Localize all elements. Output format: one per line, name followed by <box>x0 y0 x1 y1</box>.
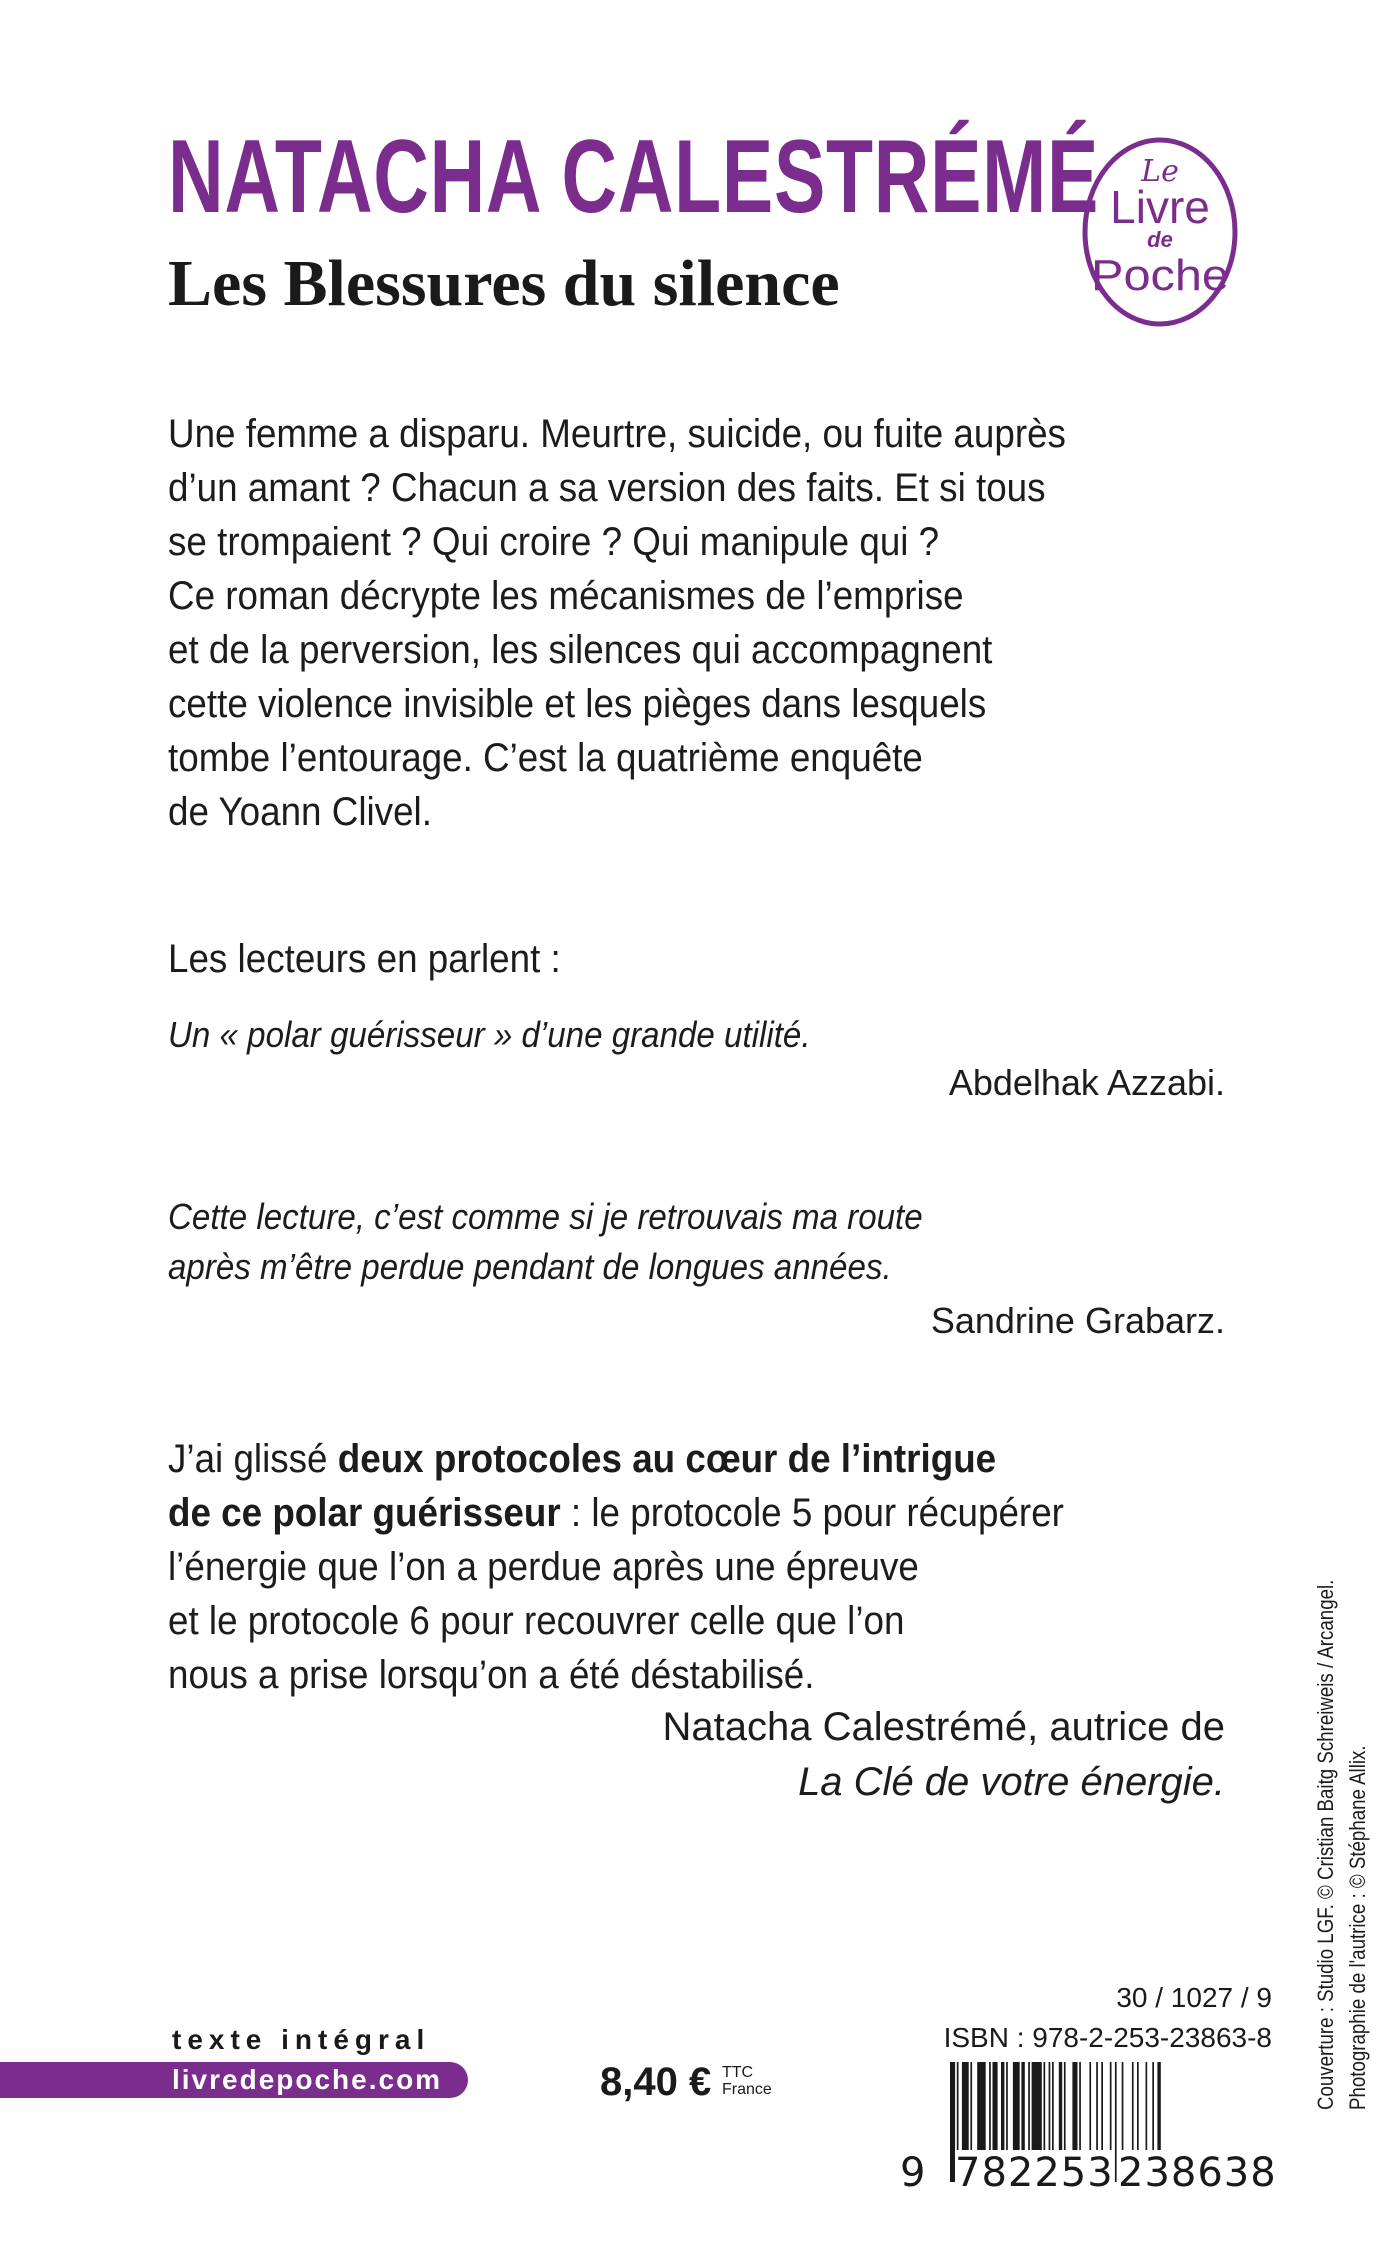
author-note-line <box>168 1486 1064 1540</box>
logo-le: Le <box>1141 154 1179 189</box>
author-note-line: l’énergie que l’on a perdue après une épreuve <box>168 1545 919 1589</box>
review-line: après m’être perdue pendant de longues années. <box>168 1246 892 1287</box>
synopsis-line: de Yoann Clivel. <box>168 790 432 834</box>
edition-label: texte intégral <box>172 2024 431 2055</box>
synopsis-line: se trompaient ? Qui croire ? Qui manipule qui ? <box>168 520 940 564</box>
credit-line: Couverture : Studio LGF. © Cristian Baitg Schreiweis / Arcangel. <box>1313 1579 1338 2110</box>
barcode-bar <box>1115 2062 1117 2182</box>
review-quote <box>168 1010 811 1060</box>
note-bold: deux protocoles au cœur de l’intrigue <box>337 1437 997 1481</box>
synopsis-line: et de la perversion, les silences qui accompagnent <box>168 628 993 672</box>
logo-de: de <box>1147 227 1173 252</box>
price-note-country: France <box>722 2081 772 2098</box>
book-title: Les Blessures du silence <box>168 247 840 320</box>
cover-credits <box>1310 1410 1374 2110</box>
price: 8,40 € <box>600 2060 712 2104</box>
author-note <box>168 1432 1064 1702</box>
synopsis-line: Ce roman décrypte les mécanismes de l’emprise <box>168 574 964 618</box>
synopsis-line: cette violence invisible et les pièges dans lesquels <box>168 682 987 726</box>
logo-livre: Livre <box>1110 181 1210 233</box>
ean-first-digit: 9 <box>900 2150 926 2196</box>
synopsis-line: d’un amant ? Chacun a sa version des faits. Et si tous <box>168 466 1046 510</box>
review-quote <box>168 1192 923 1292</box>
website-bar <box>0 2062 468 2098</box>
author-signature: Natacha Calestrémé, autrice de <box>662 1705 1225 1749</box>
synopsis-line: tombe l’entourage. C’est la quatrième enquête <box>168 736 923 780</box>
review-line: Cette lecture, c’est comme si je retrouvais ma route <box>168 1196 923 1237</box>
synopsis-line: Une femme a disparu. Meurtre, suicide, ou fuite auprès <box>168 412 1066 456</box>
author-note-line: et le protocole 6 pour recouvrer celle que l’on <box>168 1599 905 1643</box>
author-note-line: nous a prise lorsqu’on a été déstabilisé. <box>168 1653 815 1697</box>
reviewer-name: Abdelhak Azzabi. <box>948 1062 1225 1103</box>
synopsis <box>168 407 1066 839</box>
ean-left-digits: 782253 <box>955 2150 1114 2196</box>
website-link[interactable]: livredepoche.com <box>172 2064 443 2095</box>
readers-heading <box>168 932 561 986</box>
credit-line: Photographie de l'autrice : © Stéphane Allix. <box>1345 1745 1370 2110</box>
reviewer-name: Sandrine Grabarz. <box>930 1300 1225 1341</box>
review-line: Un « polar guérisseur » d’une grande utilité. <box>168 1014 811 1055</box>
isbn: ISBN : 978-2-253-23863-8 <box>943 2022 1272 2053</box>
readers-heading-text: Les lecteurs en parlent : <box>168 937 561 981</box>
author-note-line <box>168 1432 1064 1486</box>
author-book-title: La Clé de votre énergie. <box>798 1760 1225 1804</box>
ean-right-digits: 238638 <box>1118 2150 1277 2196</box>
product-code: 30 / 1027 / 9 <box>1116 1982 1272 2013</box>
note-regular: : le protocole 5 pour récupérer <box>560 1491 1064 1535</box>
note-bold: de ce polar guérisseur <box>168 1491 561 1535</box>
price-note <box>722 2064 772 2098</box>
publisher-logo <box>1080 135 1240 330</box>
note-regular: J’ai glissé <box>168 1437 338 1481</box>
author-name: NATACHA CALESTRÉMÉ <box>168 119 1100 235</box>
logo-poche: Poche <box>1091 251 1229 300</box>
price-note-ttc: TTC <box>722 2064 754 2081</box>
